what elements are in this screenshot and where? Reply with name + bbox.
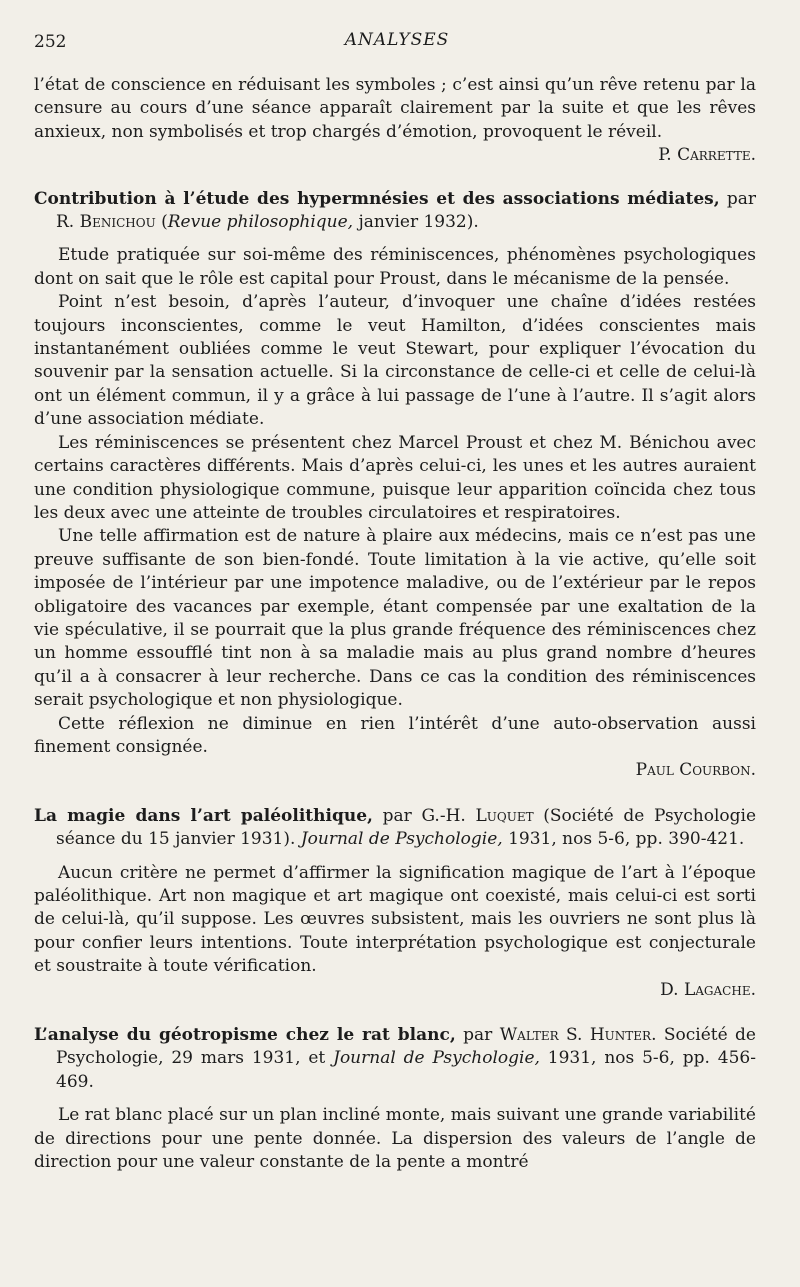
carry-over-paragraph: l’état de conscience en réduisant les symboles ; c’est ainsi qu’un rêve retenu par la censure au cours d’une séance apparaît clairement par la suite et que les rêves anxieux, non symbolisés et trop chargés d’émotion, provoquent le réveil. <box>34 75 756 142</box>
page-body <box>34 74 756 1174</box>
review-2-journal: Journal de Psychologie, <box>300 829 503 850</box>
review-1-paragraph: Point n’est besoin, d’après l’auteur, d’invoquer une chaîne d’idées restées toujours inconscientes, comme le veut Hamilton, d’idées conscientes mais instantanément oubliées comme le veut Stewart, pour expliquer l’évocation du souvenir par la sensation actuelle. Si la circonstance de celle-ci et celle de celui-là ont un élément commun, il y a grâce à lui passage de l’une à l’autre. Il s’agit alors d’une association médiate. <box>34 292 756 430</box>
review-3-citation-b: 1931, nos 5-6, pp. 456-469. <box>56 1048 756 1092</box>
review-1-title: Contribution à l’étude des hypermnésies et des associations médiates, <box>34 188 720 209</box>
review-3-paragraph: Le rat blanc placé sur un plan incliné monte, mais suivant une grande variabilité de directions pour une pente donnée. La dispersion des valeurs de l’angle de direction pour une valeur constante de la pente a montré <box>34 1105 756 1173</box>
review-2-title: La magie dans l’art paléolithique, <box>34 805 373 826</box>
review-3-title: L’analyse du géotropisme chez le rat blanc, <box>34 1025 456 1046</box>
review-2-heading <box>34 805 756 852</box>
review-1-paragraph: Etude pratiquée sur soi-même des réminiscences, phénomènes psychologiques dont on sait que le rôle est capital pour Proust, dans le mécanisme de la pensée. <box>34 245 756 289</box>
page-header <box>34 30 760 58</box>
review-1-date: janvier 1932). <box>358 212 479 233</box>
review-3-by: par <box>463 1025 493 1046</box>
review-1-by: par <box>726 188 756 209</box>
review-2-paragraph: Aucun critère ne permet d’affirmer la signification magique de l’art à l’époque paléolithique. Art non magique et art magique ont coexisté, mais celui-ci est sorti de celui-là, qu’il suppose. Les œuvres subsistent, mais les ouvriers ne sont plus là pour confier leurs intentions. Toute interprétation psychologique est conjecturale et soustraite à toute vérification. <box>34 862 756 977</box>
review-1-author: R. Benichou <box>56 212 156 233</box>
review-1-reviewer: Paul Courbon. <box>635 760 756 781</box>
carry-over-reviewer: P. Carrette. <box>658 145 756 166</box>
review-3-citation-a: Société de Psychologie, 29 mars 1931, et <box>56 1025 756 1069</box>
review-1-journal: Revue philosophique, <box>167 212 354 233</box>
review-3-journal: Journal de Psychologie, <box>333 1048 540 1069</box>
review-3-author: Walter S. Hunter. <box>499 1025 657 1046</box>
review-2-by: par <box>382 805 412 826</box>
review-2-author: G.-H. Luquet <box>421 805 534 826</box>
review-1-paragraph: Une telle affirmation est de nature à plaire aux médecins, mais ce n’est pas une preuve suffisante de son bien-fondé. Toute limitation à la vie active, qu’elle soit imposée de l’intérieur par une impotence maladive, ou de l’extérieur par le repos obligatoire des vacances par exemple, étant compensée par une exaltation de la vie spéculative, il se pourrait que la plus grande fréquence des réminiscences chez un homme essoufflé tint non à sa maladie mais au plus grand nombre d’heures qu’il a à consacrer à leur recherche. Dans ce cas la condition des réminiscences serait psychologique et non physiologique. <box>34 526 756 711</box>
review-1-paragraph: Cette réflexion ne diminue en rien l’intérêt d’une auto-observation aussi finement consignée. <box>34 713 756 757</box>
review-1-paragraph: Les réminiscences se présentent chez Marcel Proust et chez M. Bénichou avec certains caractères différents. Mais d’après celui-ci, les unes et les autres auraient une condition physiologique commune, puisque leur apparition coïncida chez tous les deux avec une atteinte de troubles circulatoires et respiratoires. <box>34 432 756 523</box>
review-2-citation-b: 1931, nos 5-6, pp. 390-421. <box>508 829 745 850</box>
review-2-reviewer: D. Lagache. <box>660 979 756 1000</box>
running-head: ANALYSES <box>344 30 450 50</box>
review-2-citation-a: (Société de Psychologie séance du 15 janvier 1931). <box>56 805 757 850</box>
review-1-heading: Contribution à l’étude des hypermnésies et des associations médiates, par R. Benichou (Revue philosophique, janvier 1932). <box>34 188 756 233</box>
page-number: 252 <box>34 32 67 52</box>
review-3-heading <box>34 1024 756 1094</box>
